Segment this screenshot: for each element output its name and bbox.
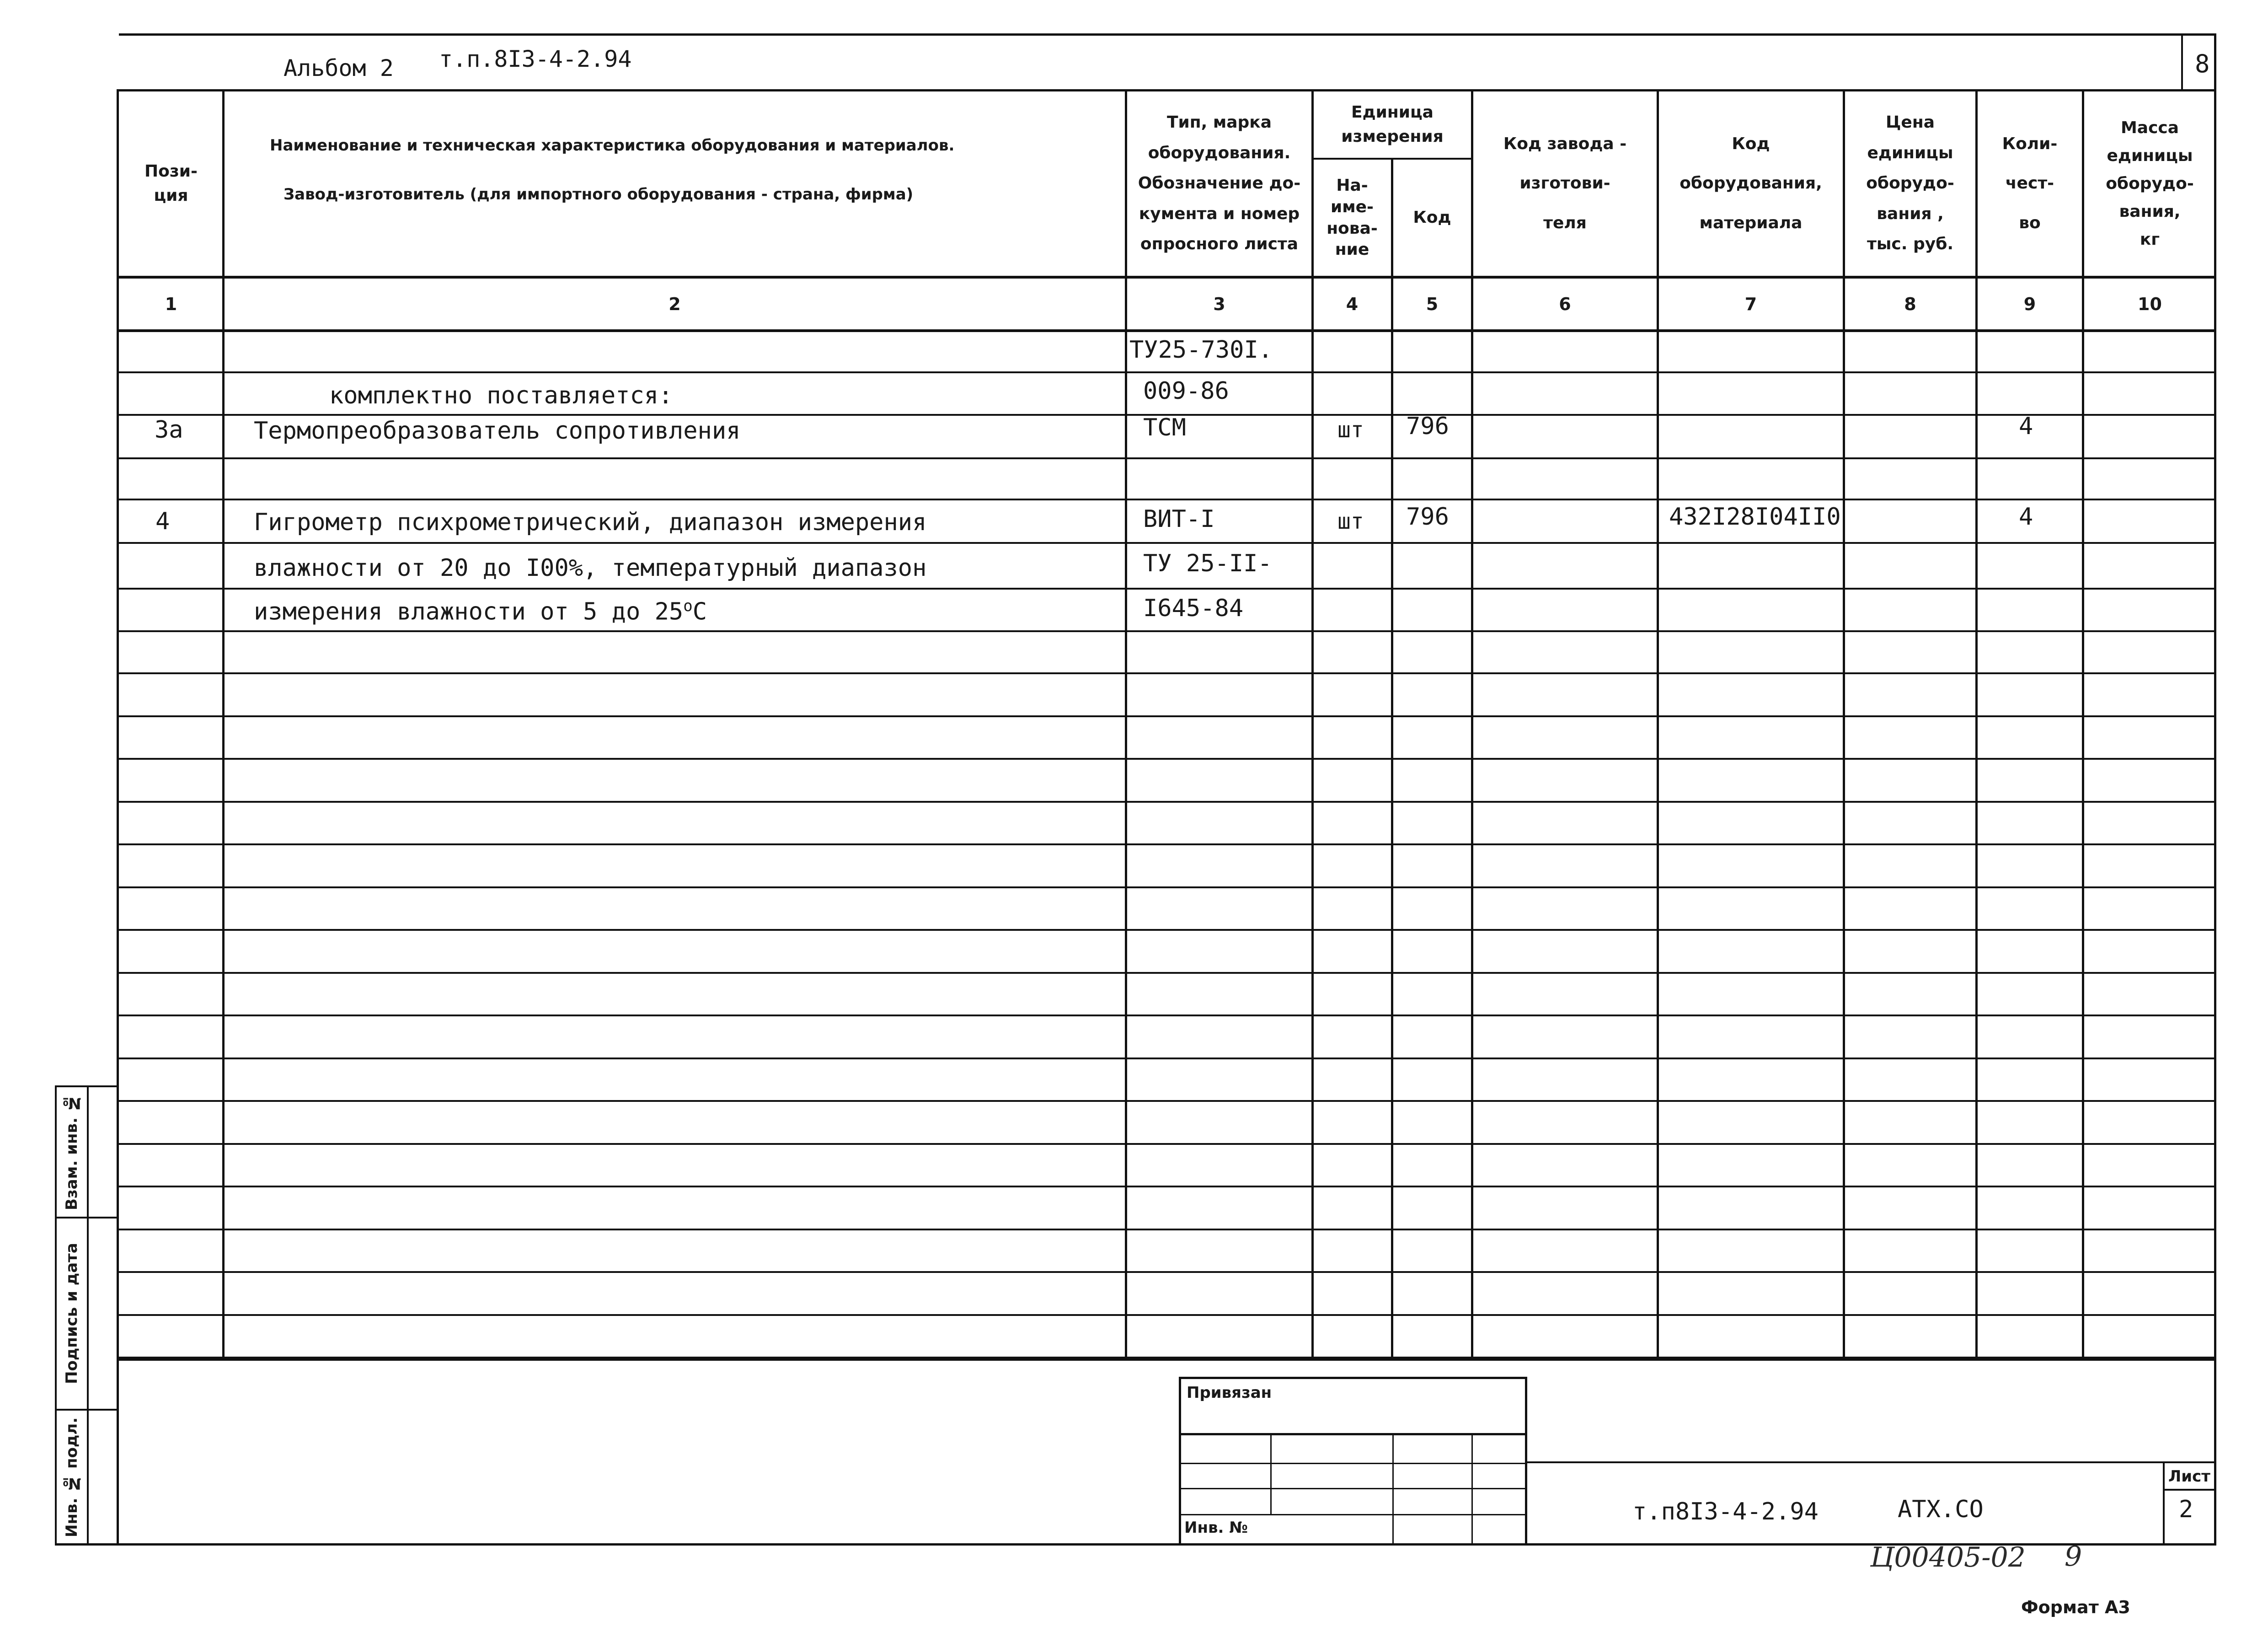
sheet-corner-number: 8 [2195,49,2210,78]
row-line [117,1271,2215,1273]
row-line [117,588,2215,590]
colnum-9: 9 [2023,294,2036,314]
row5-unit: шт [1337,509,1364,534]
row3-name: Термопреобразователь сопротивления [254,417,741,445]
row-line [117,457,2215,459]
titleblock-doc-code: т.п8I3-4-2.94 [1632,1498,1819,1525]
row3-position: 3а [155,416,183,444]
titleblock-top-line [117,1358,2215,1361]
row-line [117,886,2215,888]
sheet-box-left [2163,1461,2165,1545]
row5-code: 796 [1406,503,1449,531]
row6-name: влажности от 20 до I00%, температурный диапазон [254,554,927,582]
row-line [117,715,2215,717]
titleblock-doc-mark: АТХ.СО [1898,1496,1984,1523]
header-quantity: Коли- чест- во [2002,134,2058,232]
header-unit-code: Код [1413,208,1451,227]
header-name-line1: Наименование и техническая характеристика оборудования и материалов. [270,136,955,155]
header-unit-name: На- име- нова- ние [1327,176,1378,259]
row-line [117,371,2215,373]
sheet-number: 2 [2179,1496,2193,1523]
row-line [117,672,2215,674]
row-line [117,542,2215,544]
top-document-code: т.п.8I3-4-2.94 [439,46,632,72]
row-line [117,758,2215,760]
corner-box-left-line [2181,33,2183,89]
stamp-col-2 [1392,1433,1394,1545]
row7-type: I645-84 [1143,595,1244,622]
row3-unit: шт [1337,417,1364,443]
row5-name: Гигрометр психрометрический, диапазон измерения [254,509,927,536]
stamp-box-right [1525,1377,1527,1545]
row-line [117,1058,2215,1059]
frame-left-line [117,89,119,1545]
colnum-6: 6 [1559,294,1571,314]
stamp-row-4 [1179,1514,1527,1515]
stamp-row-1 [1179,1433,1527,1435]
stamp-row-3 [1179,1488,1527,1489]
unit-group-divider [1311,158,1473,160]
stamp-col-3 [1471,1433,1473,1545]
colnum-1: 1 [165,294,177,314]
row5-equipment-code: 432I28I04II0 [1669,503,1841,531]
row-line [117,929,2215,931]
row-line [117,1015,2215,1016]
header-position: Пози- ция [144,162,198,205]
side-panel-mid [87,1085,89,1545]
header-factory-code: Код завода - изготови- теля [1503,134,1627,232]
side-field-vzam: Взам. инв. № [63,1094,81,1210]
row7-degree-sup: o [683,597,693,615]
colnum-bottom-line [117,329,2215,332]
stamp-row-2 [1179,1463,1527,1464]
header-name-line2: Завод-изготовитель (для импортного оборудования - страна, фирма) [284,185,914,204]
stamp-inv-no: Инв. № [1184,1519,1248,1537]
row-line [117,972,2215,974]
row2-name: комплектно поставляется: [329,382,673,409]
row-line [117,1314,2215,1316]
stamp-box-left [1179,1377,1181,1545]
header-unit-mass: Масса единицы оборудо- вания, кг [2106,118,2194,249]
row-line [117,1143,2215,1145]
album-label: Альбом 2 [284,55,394,81]
row-line [117,1186,2215,1187]
header-unit-price: Цена единицы оборудо- вания , тыс. руб. [1866,113,1954,254]
colnum-2: 2 [669,294,681,314]
sheet-label: Лист [2168,1467,2210,1486]
row5-type: ВИТ-I [1143,505,1215,533]
row-line [117,1100,2215,1102]
row2-type: 009-86 [1143,377,1229,405]
row-line [117,499,2215,500]
colnum-4: 4 [1346,294,1359,314]
row3-code: 796 [1406,413,1449,440]
stamp-box-top [1179,1377,1527,1379]
header-type-mark: Тип, марка оборудования. Обозначение до- кумента и номер опросного листа [1138,113,1301,254]
row7-name-tail: С [692,598,707,626]
frame-top-line [119,33,2216,36]
sheet-box-mid [2163,1489,2215,1491]
handwritten-number: 9 [2065,1541,2082,1573]
side-field-inv-podl: Инв. № подл. [63,1417,81,1538]
row5-position: 4 [155,508,170,535]
row7-name [254,597,707,625]
handwritten-code: Ц00405-02 [1870,1541,2026,1573]
row3-quantity: 4 [2019,413,2033,440]
row-line [117,630,2215,632]
colnum-5: 5 [1426,294,1439,314]
colnum-3: 3 [1213,294,1225,314]
side-field-podpis: Подпись и дата [63,1243,81,1385]
header-unit-group: Единица измерения [1341,103,1444,146]
colnum-7: 7 [1744,294,1757,314]
row3-type: ТСМ [1143,414,1186,441]
stamp-col-1 [1270,1433,1272,1514]
row-line [117,843,2215,845]
header-equipment-code: Код оборудования, материала [1680,134,1822,232]
stamp-privyazan: Привязан [1187,1384,1272,1402]
row1-type: ТУ25-730I. [1129,336,1273,364]
row-line [117,801,2215,803]
row-line [117,1229,2215,1230]
format-label: Формат А3 [2021,1597,2130,1617]
row5-quantity: 4 [2019,503,2033,531]
row6-type: ТУ 25-II- [1143,550,1272,577]
colnum-10: 10 [2138,294,2162,314]
colnum-8: 8 [1904,294,1916,314]
docinfo-top-line [1527,1461,2215,1463]
row7-name-text: измерения влажности от 5 до 25 [254,598,684,626]
